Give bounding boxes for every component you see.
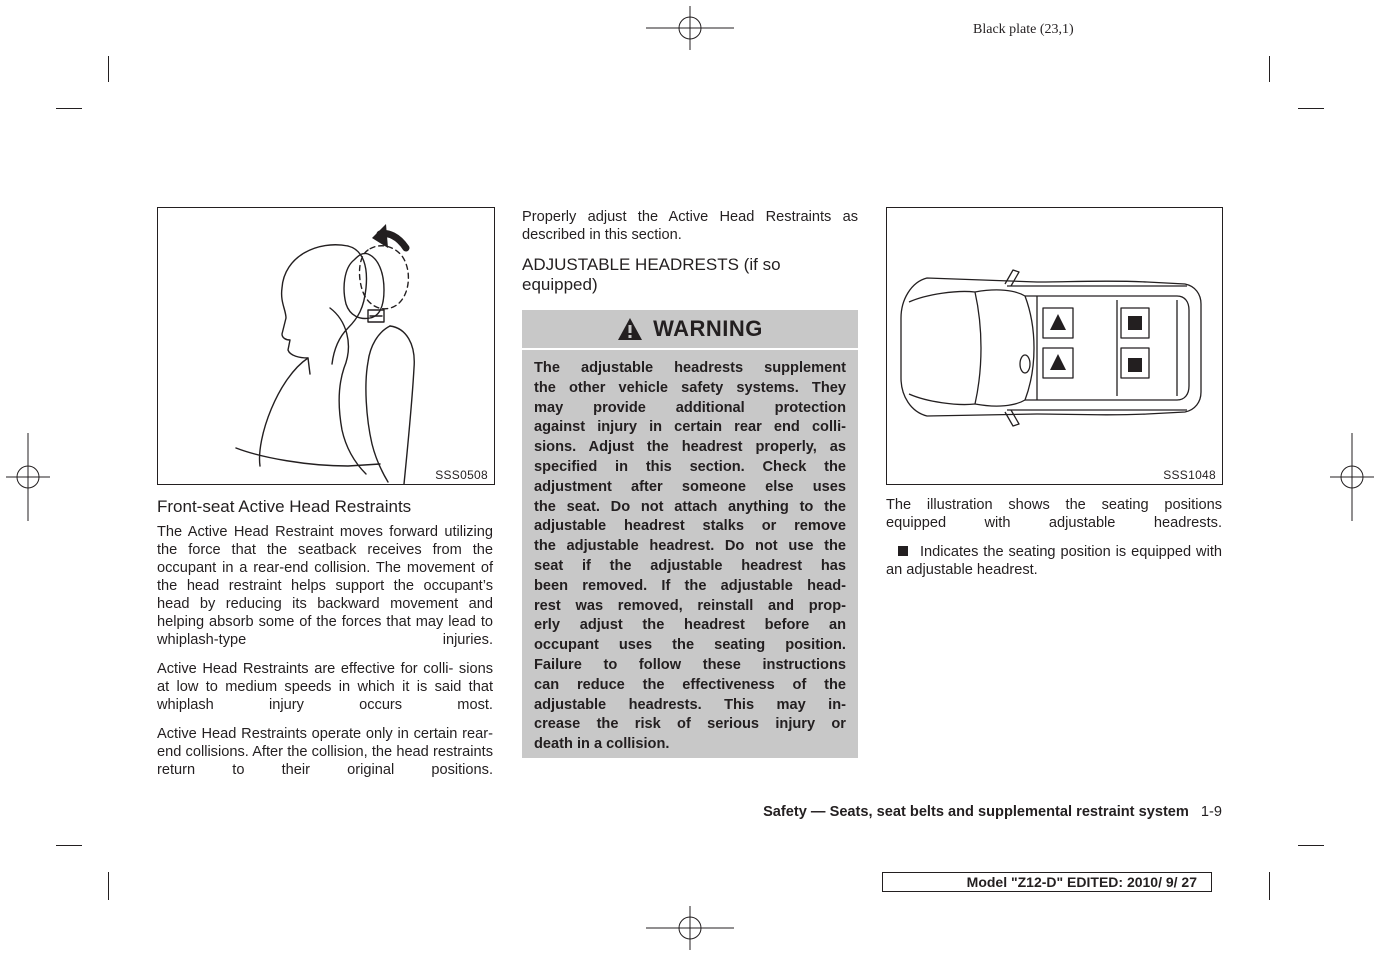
legend-text: Indicates the seating position is equipped with an adjustable headrest.: [886, 544, 1222, 578]
warning-line: The adjustable headrests supplement: [534, 360, 846, 376]
warning-line: adjustable headrest stalks or remove: [534, 518, 846, 535]
warning-line: Failure to follow these instructions: [534, 656, 846, 673]
registration-mark-top: [646, 6, 734, 50]
intro-paragraph: Properly adjust the Active Head Restraints as described in this section.: [522, 209, 858, 243]
figure-code: SSS1048: [1163, 468, 1216, 482]
section-heading: ADJUSTABLE HEADRESTS (if so equipped): [522, 255, 781, 294]
figure-caption: The illustration shows the seating positions equipped with adjustable headrests.: [886, 497, 1222, 531]
registration-mark-left: [6, 433, 50, 521]
head-restraint-illustration: [158, 208, 494, 484]
warning-line: seat if the adjustable headrest has: [534, 557, 846, 574]
warning-line: erly adjust the headrest before an: [534, 617, 846, 634]
legend-paragraph: [886, 543, 1222, 579]
model-edition-box: Model "Z12-D" EDITED: 2010/ 9/ 27: [882, 872, 1212, 892]
warning-line: crease the risk of serious injury or: [534, 716, 846, 733]
head-restraint-figure: [157, 207, 495, 485]
figure-code: SSS0508: [435, 468, 488, 482]
warning-triangle-icon: [617, 317, 643, 341]
paragraph: Active Head Restraints operate only in certain rear-end collisions. After the collision, the head restraints return to their original positions.: [157, 726, 493, 778]
paragraph: Active Head Restraints are effective for colli- sions at low to medium speeds in which it is said that whiplash injury occurs most.: [157, 661, 493, 713]
page-footer: [763, 804, 1222, 820]
warning-line: against injury in certain rear end colli-: [534, 419, 846, 436]
warning-body: [522, 350, 858, 758]
warning-line: death in a collision.: [534, 736, 670, 753]
page-number: 1-9: [1200, 804, 1222, 820]
warning-header: [522, 310, 858, 348]
warning-line: specified in this section. Check the: [534, 458, 846, 475]
middle-column: [522, 208, 858, 301]
warning-line: adjustment after someone else uses: [534, 478, 846, 495]
registration-mark-right: [1330, 433, 1374, 521]
warning-line: may provide additional protection: [534, 399, 846, 416]
warning-line: occupant uses the seating position.: [534, 637, 846, 654]
footer-section-title: Safety — Seats, seat belts and supplemental restraint system: [763, 804, 1189, 820]
warning-line: the seat. Do not attach anything to the: [534, 498, 846, 515]
square-bullet-icon: [898, 546, 908, 556]
warning-line: can reduce the effectiveness of the: [534, 676, 846, 693]
warning-line: been removed. If the adjustable head-: [534, 577, 846, 594]
warning-title: WARNING: [653, 316, 763, 341]
seating-position-figure: [886, 207, 1223, 485]
paragraph: The Active Head Restraint moves forward utilizing the force that the seatback receives from the occupant in a rear-end collision. The movement of the head restraint helps support the occupant’s head by reducing its backward movement and helping absorb some of the forces that may lead to whiplash-type injuries.: [157, 524, 493, 648]
plate-label: Black plate (23,1): [973, 22, 1074, 37]
registration-mark-bottom: [646, 906, 734, 950]
vehicle-top-view-illustration: [887, 208, 1222, 484]
warning-line: the other vehicle safety systems. They: [534, 379, 846, 396]
warning-line: sions. Adjust the headrest properly, as: [534, 439, 846, 456]
left-column: [157, 497, 493, 790]
section-heading: Front-seat Active Head Restraints: [157, 497, 412, 516]
right-column: [886, 496, 1222, 590]
warning-line: adjustable headrests. This may in-: [534, 696, 846, 713]
warning-line: the adjustable headrest. Do not use the: [534, 538, 846, 555]
warning-line: rest was removed, reinstall and prop-: [534, 597, 846, 614]
